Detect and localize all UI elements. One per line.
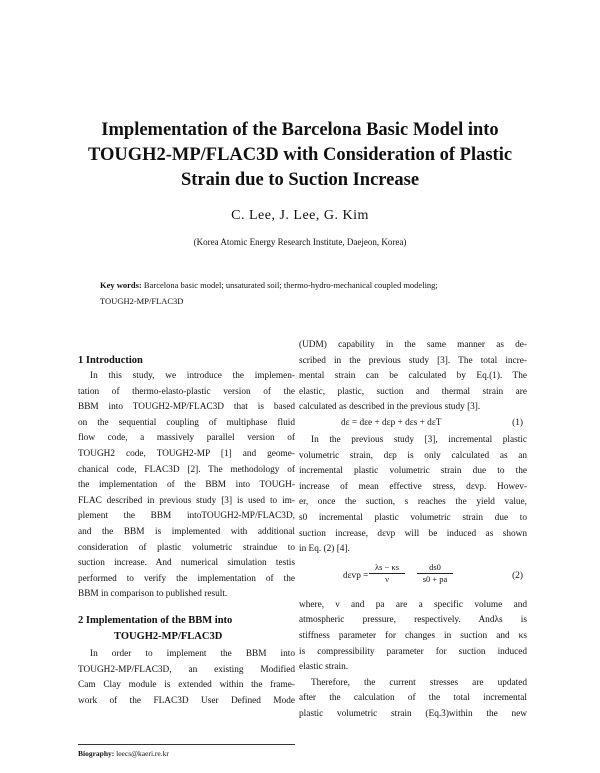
footnote-rule — [78, 744, 295, 745]
text-line: calculated as described in the previous study [3]. — [299, 402, 481, 413]
section-heading-implementation: 2 Implementation of the BBM into — [78, 614, 233, 626]
text-line: on the sequential coupling of multiphase fluid — [78, 417, 295, 428]
text-line: (UDM) capability in the same manner as de- — [299, 340, 527, 350]
text-line: the implementation of the BBM into TOUGH- — [78, 480, 295, 491]
keywords-line: TOUGH2-MP/FLAC3D — [100, 295, 184, 306]
equation-2 — [299, 560, 527, 594]
keywords-line — [100, 278, 520, 294]
equation-2-fraction-1 — [369, 562, 405, 585]
text-line: scribed in the previous study [3]. The total incre- — [299, 355, 527, 366]
text-line: consideration of plastic volumetric straindue to — [78, 542, 295, 553]
text-line: In order to implement the BBM into — [90, 648, 295, 659]
equation-2-lhs: dεvp = — [343, 570, 369, 581]
text-line: plement the BBM intoTOUGH2-MP/FLAC3D, — [78, 511, 295, 522]
left-column — [78, 353, 295, 709]
affiliation: (Korea Atomic Energy Research Institute, Daejeon, Korea) — [193, 237, 407, 247]
biography-footnote — [78, 749, 169, 758]
equation-1-number: (1) — [512, 417, 523, 428]
text-line: mental strain can be calculated by Eq.(1). The — [299, 371, 527, 382]
title-line: Implementation of the Barcelona Basic Model into — [101, 120, 499, 140]
authors: C. Lee, J. Lee, G. Kim — [231, 208, 369, 223]
text-line: volumetric strain, dεp is only calculated as an — [299, 450, 527, 461]
fraction-numerator: λs − κs — [369, 562, 405, 574]
text-line: in Eq. (2) [4]. — [299, 544, 350, 555]
text-line: is compressibility parameter for suction induced — [299, 646, 527, 657]
text-line: BBM in comparison to published result. — [78, 589, 228, 600]
text-line: flow code, a massively parallel version of — [78, 433, 295, 444]
equation-1 — [299, 416, 527, 433]
text-line: plastic volumetric strain (Eq.3)within the new — [299, 708, 527, 719]
text-line: TOUGH2 code, TOUGH2-MP [1] and geome- — [78, 448, 295, 459]
text-line: FLAC described in previous study [3] is used to im- — [78, 495, 295, 506]
text-line: BBM into TOUGH2-MP/FLAC3D that is based — [78, 402, 295, 413]
fraction-denominator: ν — [385, 573, 389, 584]
text-line: atmospheric pressure, respectively. Andλs is — [299, 615, 527, 626]
text-line: chanical code, FLAC3D [2]. The methodology of — [78, 464, 295, 475]
text-line: tation of thermo-elasto-plastic version of the — [78, 386, 295, 397]
keywords — [100, 278, 520, 309]
fraction-numerator: ds0 — [417, 562, 453, 574]
text-line: In this study, we introduce the implemen- — [90, 371, 295, 381]
biography-email: leecs@kaeri.re.kr — [116, 749, 169, 758]
text-line: suction increase, dεvp will be induced as shown — [299, 528, 527, 539]
equation-2-fraction-2 — [417, 562, 453, 585]
text-line: TOUGH2-MP/FLAC3D, an existing Modified — [78, 664, 295, 675]
text-line: er, once the suction, s reaches the yield value, — [299, 497, 527, 508]
title-line: TOUGH2-MP/FLAC3D with Consideration of Plastic — [87, 145, 513, 165]
text-line: where, ν and pa are a specific volume and — [299, 599, 527, 610]
text-line: after the calculation of the total incremental — [299, 693, 527, 704]
text-line: s0 incremental plastic volumetric strain due to — [299, 512, 527, 523]
text-line: and the BBM is implemented with additional — [78, 526, 295, 537]
text-line: In the previous study [3], incremental plastic — [311, 434, 527, 445]
right-column — [299, 338, 527, 722]
biography-label: Biography: — [78, 749, 115, 758]
text-line: suction increase. And numerical simulation testis — [78, 558, 295, 569]
keywords-label: Key words: — [100, 280, 142, 290]
text-line: stiffness parameter for changes in suction and κs — [299, 630, 527, 641]
text-line: elastic strain. — [299, 662, 349, 673]
title-line: Strain due to Suction Increase — [180, 170, 420, 190]
paper-title — [40, 118, 560, 193]
text-line: Cam Clay module is extended within the frame- — [78, 680, 295, 691]
section-heading-introduction: 1 Introduction — [78, 355, 143, 366]
text-line: elastic, plastic, suction and thermal strain are — [299, 386, 527, 397]
equation-1-body: dε = dεe + dεp + dεs + dεT — [341, 417, 442, 428]
text-line: performed to verify the implementation of the — [78, 573, 295, 584]
section-heading-implementation-cont: TOUGH2-MP/FLAC3D — [114, 630, 223, 642]
text-line: incremental plastic volumetric strain due to the — [299, 466, 527, 477]
text-line: Therefore, the current stresses are updated — [311, 677, 527, 688]
text-line: work of the FLAC3D User Defined Mode — [78, 695, 295, 706]
text-line: increase of mean effective stress, dεvp. Howev- — [299, 481, 527, 492]
keywords-text: Barcelona basic model; unsaturated soil; thermo-hydro-mechanical coupled modeling; — [143, 280, 438, 290]
equation-2-number: (2) — [512, 570, 523, 581]
fraction-denominator: s0 + pa — [422, 573, 448, 584]
